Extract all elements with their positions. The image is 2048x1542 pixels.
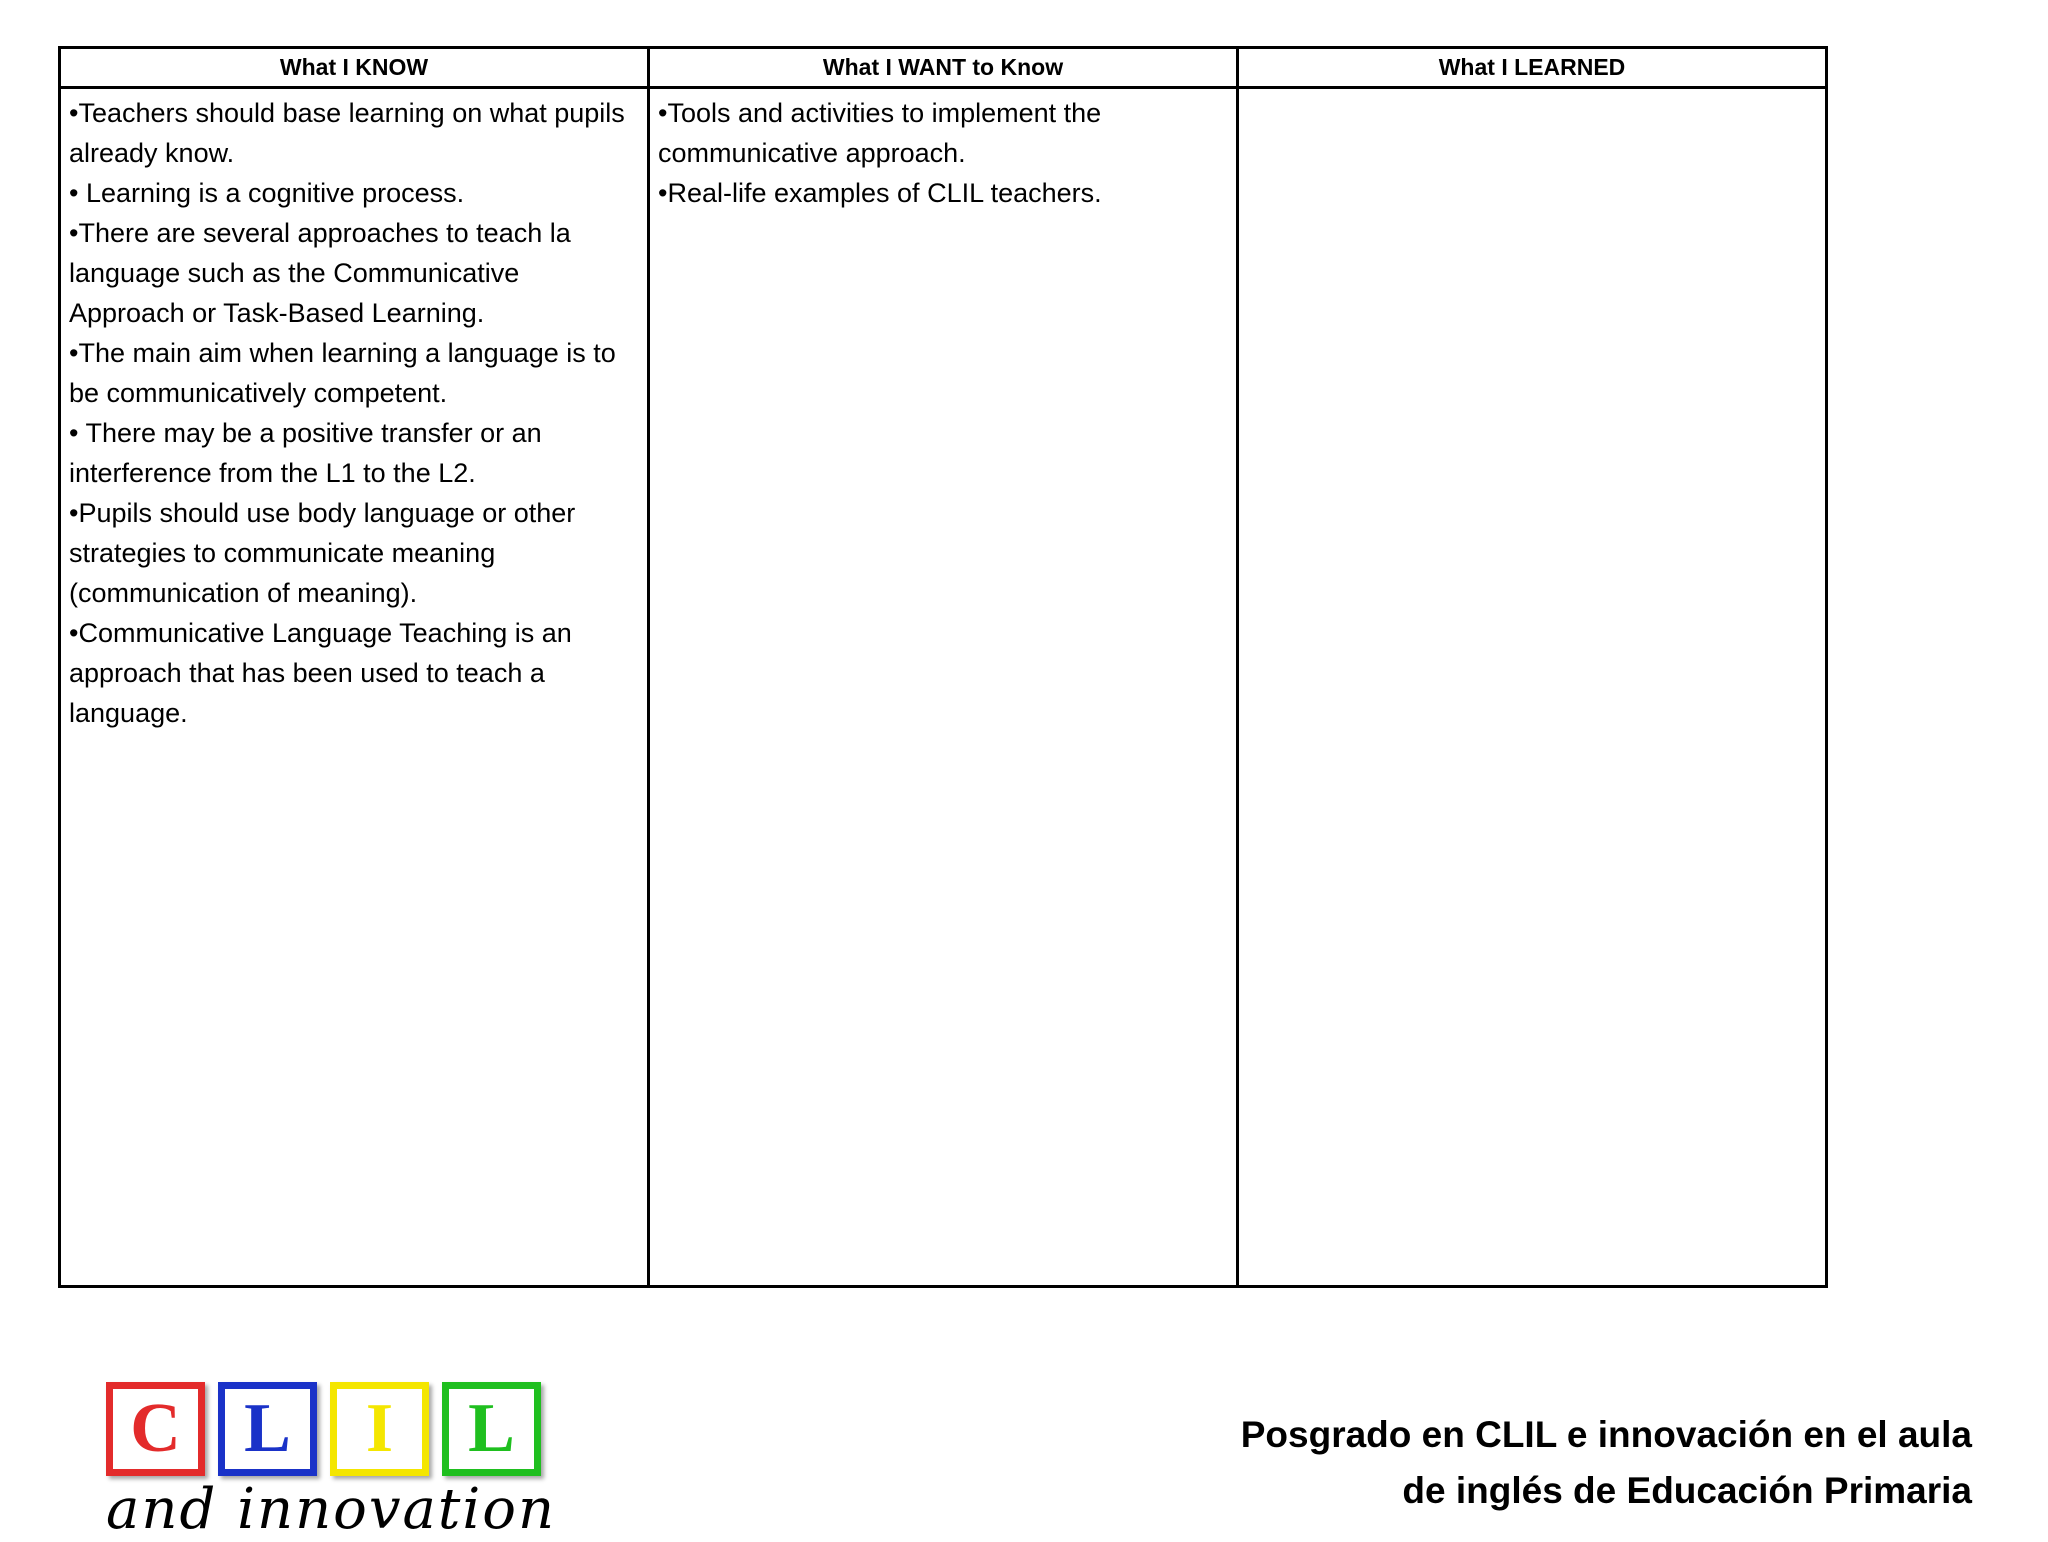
course-title — [1241, 1407, 1972, 1519]
know-item: • Learning is a cognitive process. — [69, 178, 465, 208]
header-what-i-know: What I KNOW — [279, 54, 429, 80]
want-item: •Tools and activities to implement the communicative approach. — [658, 98, 1102, 168]
know-item: •Teachers should base learning on what pupils already know. — [69, 98, 625, 168]
kwl-header-row — [61, 49, 1825, 89]
know-item: •The main aim when learning a language is to be communicatively competent. — [69, 338, 616, 408]
kwl-body-row — [61, 89, 1825, 1285]
know-list — [69, 93, 639, 733]
want-column — [647, 89, 1236, 1285]
clil-logo — [106, 1382, 576, 1542]
know-item: • There may be a positive transfer or an interference from the L1 to the L2. — [69, 418, 542, 488]
want-item: •Real-life examples of CLIL teachers. — [658, 178, 1102, 208]
letter-block-l-2: L — [442, 1382, 541, 1476]
kwl-table — [58, 46, 1828, 1288]
letter-block-c: C — [106, 1382, 205, 1476]
course-title-line-2: de inglés de Educación Primaria — [1402, 1470, 1972, 1511]
course-title-line-1: Posgrado en CLIL e innovación en el aula — [1240, 1414, 1972, 1455]
letter-block-i: I — [330, 1382, 429, 1476]
know-item: •There are several approaches to teach la language such as the Communicative Approach or Task-Based Learning. — [69, 218, 571, 328]
know-column — [61, 89, 647, 1285]
learned-column — [1236, 89, 1825, 1285]
know-item: •Pupils should use body language or other strategies to communicate meaning (communication of meaning). — [69, 498, 576, 608]
header-what-i-want-to-know: What I WANT to Know — [647, 49, 1236, 86]
letter-blocks — [106, 1382, 576, 1476]
want-list — [658, 93, 1228, 213]
logo-tagline: and innovation — [106, 1477, 557, 1542]
header-what-i-learned: What I LEARNED — [1236, 49, 1825, 86]
letter-block-l: L — [218, 1382, 317, 1476]
know-item: •Communicative Language Teaching is an approach that has been used to teach a language. — [69, 618, 572, 728]
